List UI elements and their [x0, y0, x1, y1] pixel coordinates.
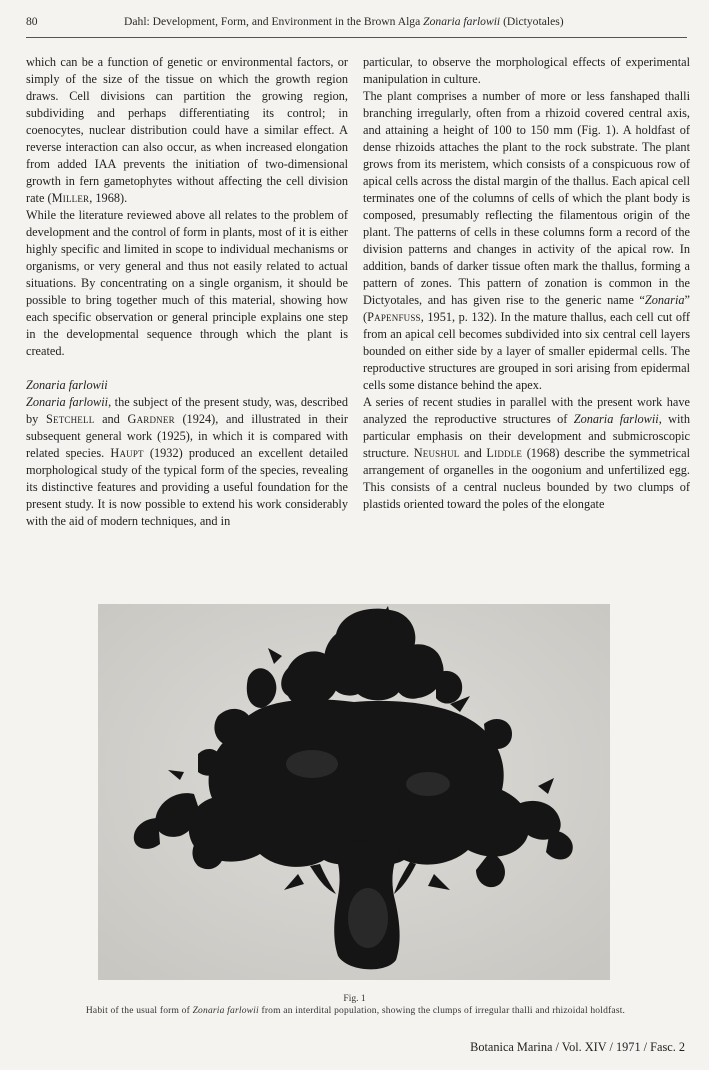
citation-author: Miller [51, 191, 90, 205]
text: (1968) describe the symmetrical arrangement of organelles in the oogonium and unfertilized egg. This consists of a central nucleus bounded by two clumps of plastids oriented toward the poles of the elongate [363, 446, 691, 511]
text: Habit of the usual form of [85, 1006, 193, 1016]
section-heading: Zonaria farlowii [26, 378, 108, 392]
text: (1932) produced an excellent detailed morphological study of the typical form of the species, revealing its distinctive features and providing a useful foundation for the present study. It is now possible to extend his work considerably with the aid of modern techniques, and in [26, 446, 348, 528]
text: A series of recent studies in parallel with the present work have analyzed the reproductive structures of [363, 395, 690, 426]
alga-specimen-image [98, 604, 610, 980]
species-name: Zonaria farlowii [26, 395, 109, 409]
running-title-suffix: (Dictyotales) [503, 15, 564, 28]
text: , 1951, p. 132). In the mature thallus, each cell cut off from an apical cell becomes subdivided into six central cell layers bounded on either side by a layer of smaller epidermal cells. The reproductive structures are grouped in sori arising from epidermal cells some distance behind the apex. [363, 310, 690, 392]
genus-name: Zonaria [644, 293, 685, 307]
text: ” ( [363, 293, 690, 324]
paragraph: While the literature reviewed above all relates to the problem of development and the control of form in plants, most of it is either highly specific and limited in scope to individual mechanisms or organisms, or very general and thus not easily related to actual situations. By concentrating on a single organism, it should be possible to bring together much of this material, showing how each specific observation or general principle explains one step in the developmental sequence through which the plant is created. [26, 208, 348, 358]
paragraph [26, 394, 348, 530]
running-title [124, 14, 564, 30]
citation-author: Gardner [127, 412, 175, 426]
header-rule [26, 37, 687, 38]
citation-author: Papenfuss [367, 310, 421, 324]
citation-author: Haupt [110, 446, 144, 460]
text: and [94, 412, 128, 426]
journal-footer: Botanica Marina / Vol. XIV / 1971 / Fasc. 2 [470, 1040, 685, 1054]
page-number: 80 [26, 15, 38, 28]
text: (1924), and illustrated in their subsequent general work (1925), in which it is compared with related species. [26, 412, 349, 460]
text: which can be a function of genetic or environmental factors, or simply of the size of the tissue on which the growth region draws. Cell divisions can partition the growing region, subdividing and perhaps differentiating its control; in coenocytes, nuclear distribution could have a similar effect. A reverse interaction can also occur, as when increased elongation from added IAA prevents the initiation of two-dimensional growth in fern gametophytes without affecting the cell division rate ( [26, 55, 348, 205]
text: The plant comprises a number of more or less fanshaped thalli branching irregularly, often from a rhizoid covered central axis, and attaining a height of 100 to 150 mm (Fig. 1). A holdfast of dense rhizoids attaches the plant to the rock substrate. The plant grows from its meristem, which consists of a conspicuous row of apical cells across the distal margin of the thallus. Each apical cell terminates one of the columns of cells of which the plant body is composed, presumably reflecting the filamentous origin of the plant. The patterns of cells in these columns form a record of the division patterns and changes in activity of the apical row. In addition, bands of darker tissue often mark the thallus, forming a pattern of zones. This pattern of zonation is common in the Dictyotales, and has given rise to the generic name “ [363, 89, 690, 307]
text: , with particular emphasis on their development and submicroscopic structure. [363, 412, 690, 460]
running-title-species: Zonaria farlowii [423, 15, 501, 28]
figure-label: Fig. 1 [343, 994, 366, 1004]
paragraph [26, 54, 348, 207]
figure-caption [22, 1006, 689, 1016]
text: , 1968). [89, 191, 128, 205]
text: from an interdital population, showing the clumps of irregular thalli and rhizoidal holdfast. [258, 1006, 626, 1016]
figure-photo [98, 604, 610, 980]
species-name: Zonaria farlowii [192, 1006, 259, 1016]
text: , the subject of the present study, was, described by [26, 395, 348, 426]
paragraph [363, 88, 690, 394]
running-title-prefix: Dahl: Development, Form, and Environment in the Brown Alga [124, 15, 421, 28]
citation-author: Liddle [486, 446, 523, 460]
citation-author: Neushul [413, 446, 460, 460]
left-column [26, 54, 348, 530]
paragraph [363, 394, 690, 513]
right-column [363, 54, 690, 513]
paragraph: particular, to observe the morphological effects of experimental manipulation in culture. [363, 55, 690, 86]
citation-author: Setchell [45, 412, 95, 426]
text: and [459, 446, 487, 460]
species-name: Zonaria farlowii [573, 412, 659, 426]
